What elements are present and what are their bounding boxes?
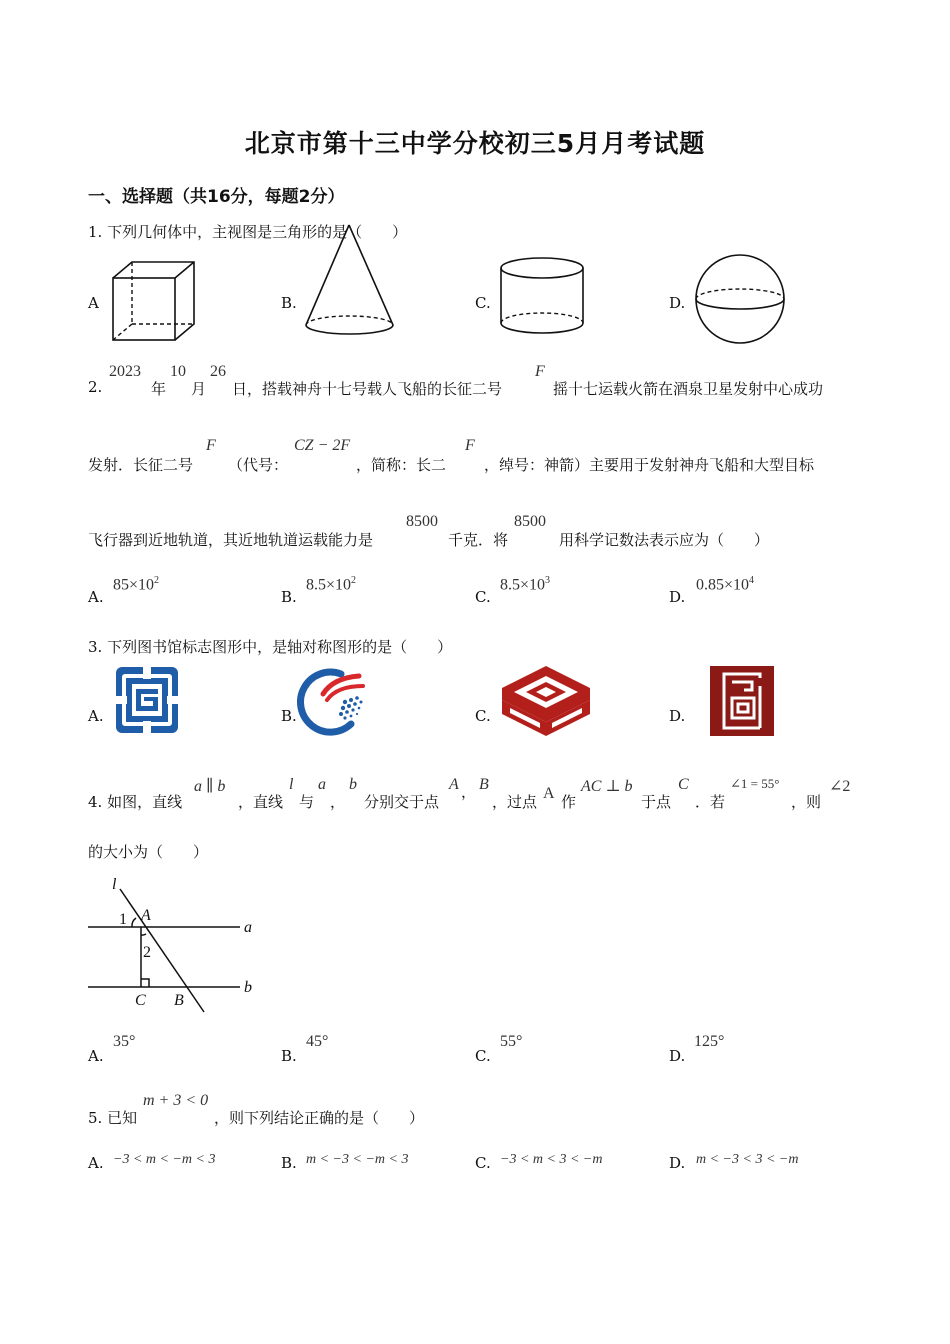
question-3-text: 3. 下列图书馆标志图形中，是轴对称图形的是（ ） bbox=[88, 638, 453, 656]
library-logo-d-icon bbox=[710, 666, 774, 736]
q2-f3: F bbox=[465, 437, 475, 454]
q4-option-b-value: 45° bbox=[306, 1033, 329, 1050]
q4-option-a-value: 35° bbox=[113, 1033, 136, 1050]
q2-text-2: 摇十七运载火箭在酒泉卫星发射中心成功 bbox=[553, 380, 824, 398]
cylinder-icon bbox=[498, 255, 588, 345]
q2-option-d-label[interactable]: D. bbox=[669, 588, 686, 606]
q4-figure bbox=[88, 875, 268, 1015]
cube-icon bbox=[110, 258, 200, 343]
question-2-number: 2. bbox=[88, 378, 103, 396]
fig-label-l: l bbox=[112, 876, 117, 893]
q2-text-3: 发射．长征二号 bbox=[88, 456, 194, 474]
q2-option-c-value: $8.5\times 10^3$ bbox=[500, 575, 551, 594]
q2-n2: 8500 bbox=[514, 513, 546, 530]
q5-option-c-value: −3 < m < 3 < −m bbox=[500, 1152, 603, 1167]
library-logo-c-icon bbox=[500, 664, 592, 738]
fig-label-b: b bbox=[244, 979, 252, 996]
q1-option-c-label[interactable]: C. bbox=[475, 294, 491, 312]
cone-icon bbox=[300, 222, 400, 344]
q2-text-9: 用科学记数法表示应为（ ） bbox=[559, 531, 770, 549]
q5-text-start: 5. 已知 bbox=[88, 1109, 138, 1127]
q4-B: B bbox=[479, 776, 489, 793]
q4-a: a bbox=[318, 776, 326, 793]
q2-text-7: 飞行器到近地轨道，其近地轨道运载能力是 bbox=[88, 531, 374, 549]
q4-comma-2: ， bbox=[461, 783, 477, 801]
q4-option-d-value: 125° bbox=[694, 1033, 725, 1050]
q4-option-a-label[interactable]: A. bbox=[88, 1047, 104, 1065]
fig-label-2: 2 bbox=[143, 944, 151, 961]
q4-comma: ， bbox=[330, 793, 346, 811]
q4-perp: AC ⊥ b bbox=[581, 778, 633, 795]
q2-option-c-label[interactable]: C. bbox=[475, 588, 491, 606]
q4-C: C bbox=[678, 776, 689, 793]
q4-text-start: 4. 如图，直线 bbox=[88, 793, 183, 811]
q2-month-char: 月 bbox=[191, 380, 207, 398]
q2-text-4: （代号： bbox=[228, 456, 289, 474]
library-logo-b-icon bbox=[305, 664, 367, 736]
q2-option-b-label[interactable]: B. bbox=[281, 588, 297, 606]
q4-l: l bbox=[289, 776, 294, 793]
q2-year-char: 年 bbox=[151, 380, 167, 398]
q4-ab: a ∥ b bbox=[194, 778, 226, 795]
q2-day: 26 bbox=[210, 363, 226, 380]
fig-label-a: a bbox=[244, 919, 252, 936]
q4-A: A bbox=[449, 776, 459, 793]
q4-text-3: 分别交于点 bbox=[364, 793, 440, 811]
q4-angle1: ∠1 = 55° bbox=[730, 776, 780, 791]
q4-option-d-label[interactable]: D. bbox=[669, 1047, 686, 1065]
page-title: 北京市第十三中学分校初三5月月考试题 bbox=[244, 129, 706, 158]
q2-text-5: ，简称：长二 bbox=[356, 456, 447, 474]
library-logo-a-icon bbox=[116, 667, 178, 733]
sphere-icon bbox=[693, 253, 789, 347]
q2-year: 2023 bbox=[109, 363, 141, 380]
q4-text-1: ，直线 bbox=[238, 793, 284, 811]
q4-A2: A bbox=[543, 785, 555, 802]
q4-text-5: 作 bbox=[561, 793, 577, 811]
q2-option-a-value: $85\times 10^2$ bbox=[113, 575, 160, 594]
q3-option-c-label[interactable]: C. bbox=[475, 707, 491, 725]
q2-f1: F bbox=[535, 363, 545, 380]
section-heading: 一、选择题（共16分，每题2分） bbox=[88, 187, 345, 207]
q5-option-b-value: m < −3 < −m < 3 bbox=[306, 1152, 409, 1167]
q4-option-c-label[interactable]: C. bbox=[475, 1047, 491, 1065]
question-1-text: 1. 下列几何体中，主视图是三角形的是（ ） bbox=[88, 223, 408, 241]
q4-text-8: ，则 bbox=[791, 793, 822, 811]
q2-text-6: ，绰号：神箭）主要用于发射神舟飞船和大型目标 bbox=[484, 456, 815, 474]
q3-option-b-label[interactable]: B. bbox=[281, 707, 297, 725]
fig-label-C: C bbox=[135, 992, 146, 1009]
q2-text-8: 千克．将 bbox=[448, 531, 509, 549]
q5-option-d-value: m < −3 < 3 < −m bbox=[696, 1152, 799, 1167]
q2-f2: F bbox=[206, 437, 216, 454]
q5-option-d-label[interactable]: D. bbox=[669, 1154, 686, 1172]
q4-text-9: 的大小为（ ） bbox=[88, 843, 209, 861]
q4-b: b bbox=[349, 776, 357, 793]
q2-code: CZ − 2F bbox=[294, 437, 351, 454]
fig-label-B: B bbox=[174, 992, 184, 1009]
fig-label-1: 1 bbox=[119, 911, 127, 928]
q5-option-c-label[interactable]: C. bbox=[475, 1154, 491, 1172]
q2-option-a-label[interactable]: A. bbox=[88, 588, 104, 606]
q1-option-d-label[interactable]: D. bbox=[669, 294, 686, 312]
q5-text-1: ，则下列结论正确的是（ ） bbox=[214, 1109, 425, 1127]
q2-option-b-value: $8.5\times 10^2$ bbox=[306, 575, 357, 594]
q3-option-a-label[interactable]: A. bbox=[88, 707, 104, 725]
q3-option-d-label[interactable]: D. bbox=[669, 707, 686, 725]
fig-label-A: A bbox=[141, 907, 151, 924]
q4-text-2: 与 bbox=[299, 793, 315, 811]
q1-option-b-label[interactable]: B. bbox=[281, 294, 297, 312]
q2-option-d-value: $0.85\times 10^4$ bbox=[696, 575, 755, 594]
q2-text-1: 日，搭载神舟十七号载人飞船的长征二号 bbox=[232, 380, 503, 398]
q5-option-a-label[interactable]: A. bbox=[88, 1154, 104, 1172]
q5-condition: m + 3 < 0 bbox=[143, 1092, 209, 1109]
q2-month: 10 bbox=[170, 363, 186, 380]
q5-option-a-value: −3 < m < −m < 3 bbox=[113, 1152, 216, 1167]
q2-n1: 8500 bbox=[406, 513, 438, 530]
q4-option-b-label[interactable]: B. bbox=[281, 1047, 297, 1065]
q4-angle2: ∠2 bbox=[829, 778, 851, 795]
q4-text-7: ．若 bbox=[695, 793, 726, 811]
q1-option-a-label[interactable]: A bbox=[88, 294, 99, 312]
q4-option-c-value: 55° bbox=[500, 1033, 523, 1050]
q5-option-b-label[interactable]: B. bbox=[281, 1154, 297, 1172]
q4-text-4: ，过点 bbox=[492, 793, 538, 811]
q4-text-6: 于点 bbox=[641, 793, 672, 811]
